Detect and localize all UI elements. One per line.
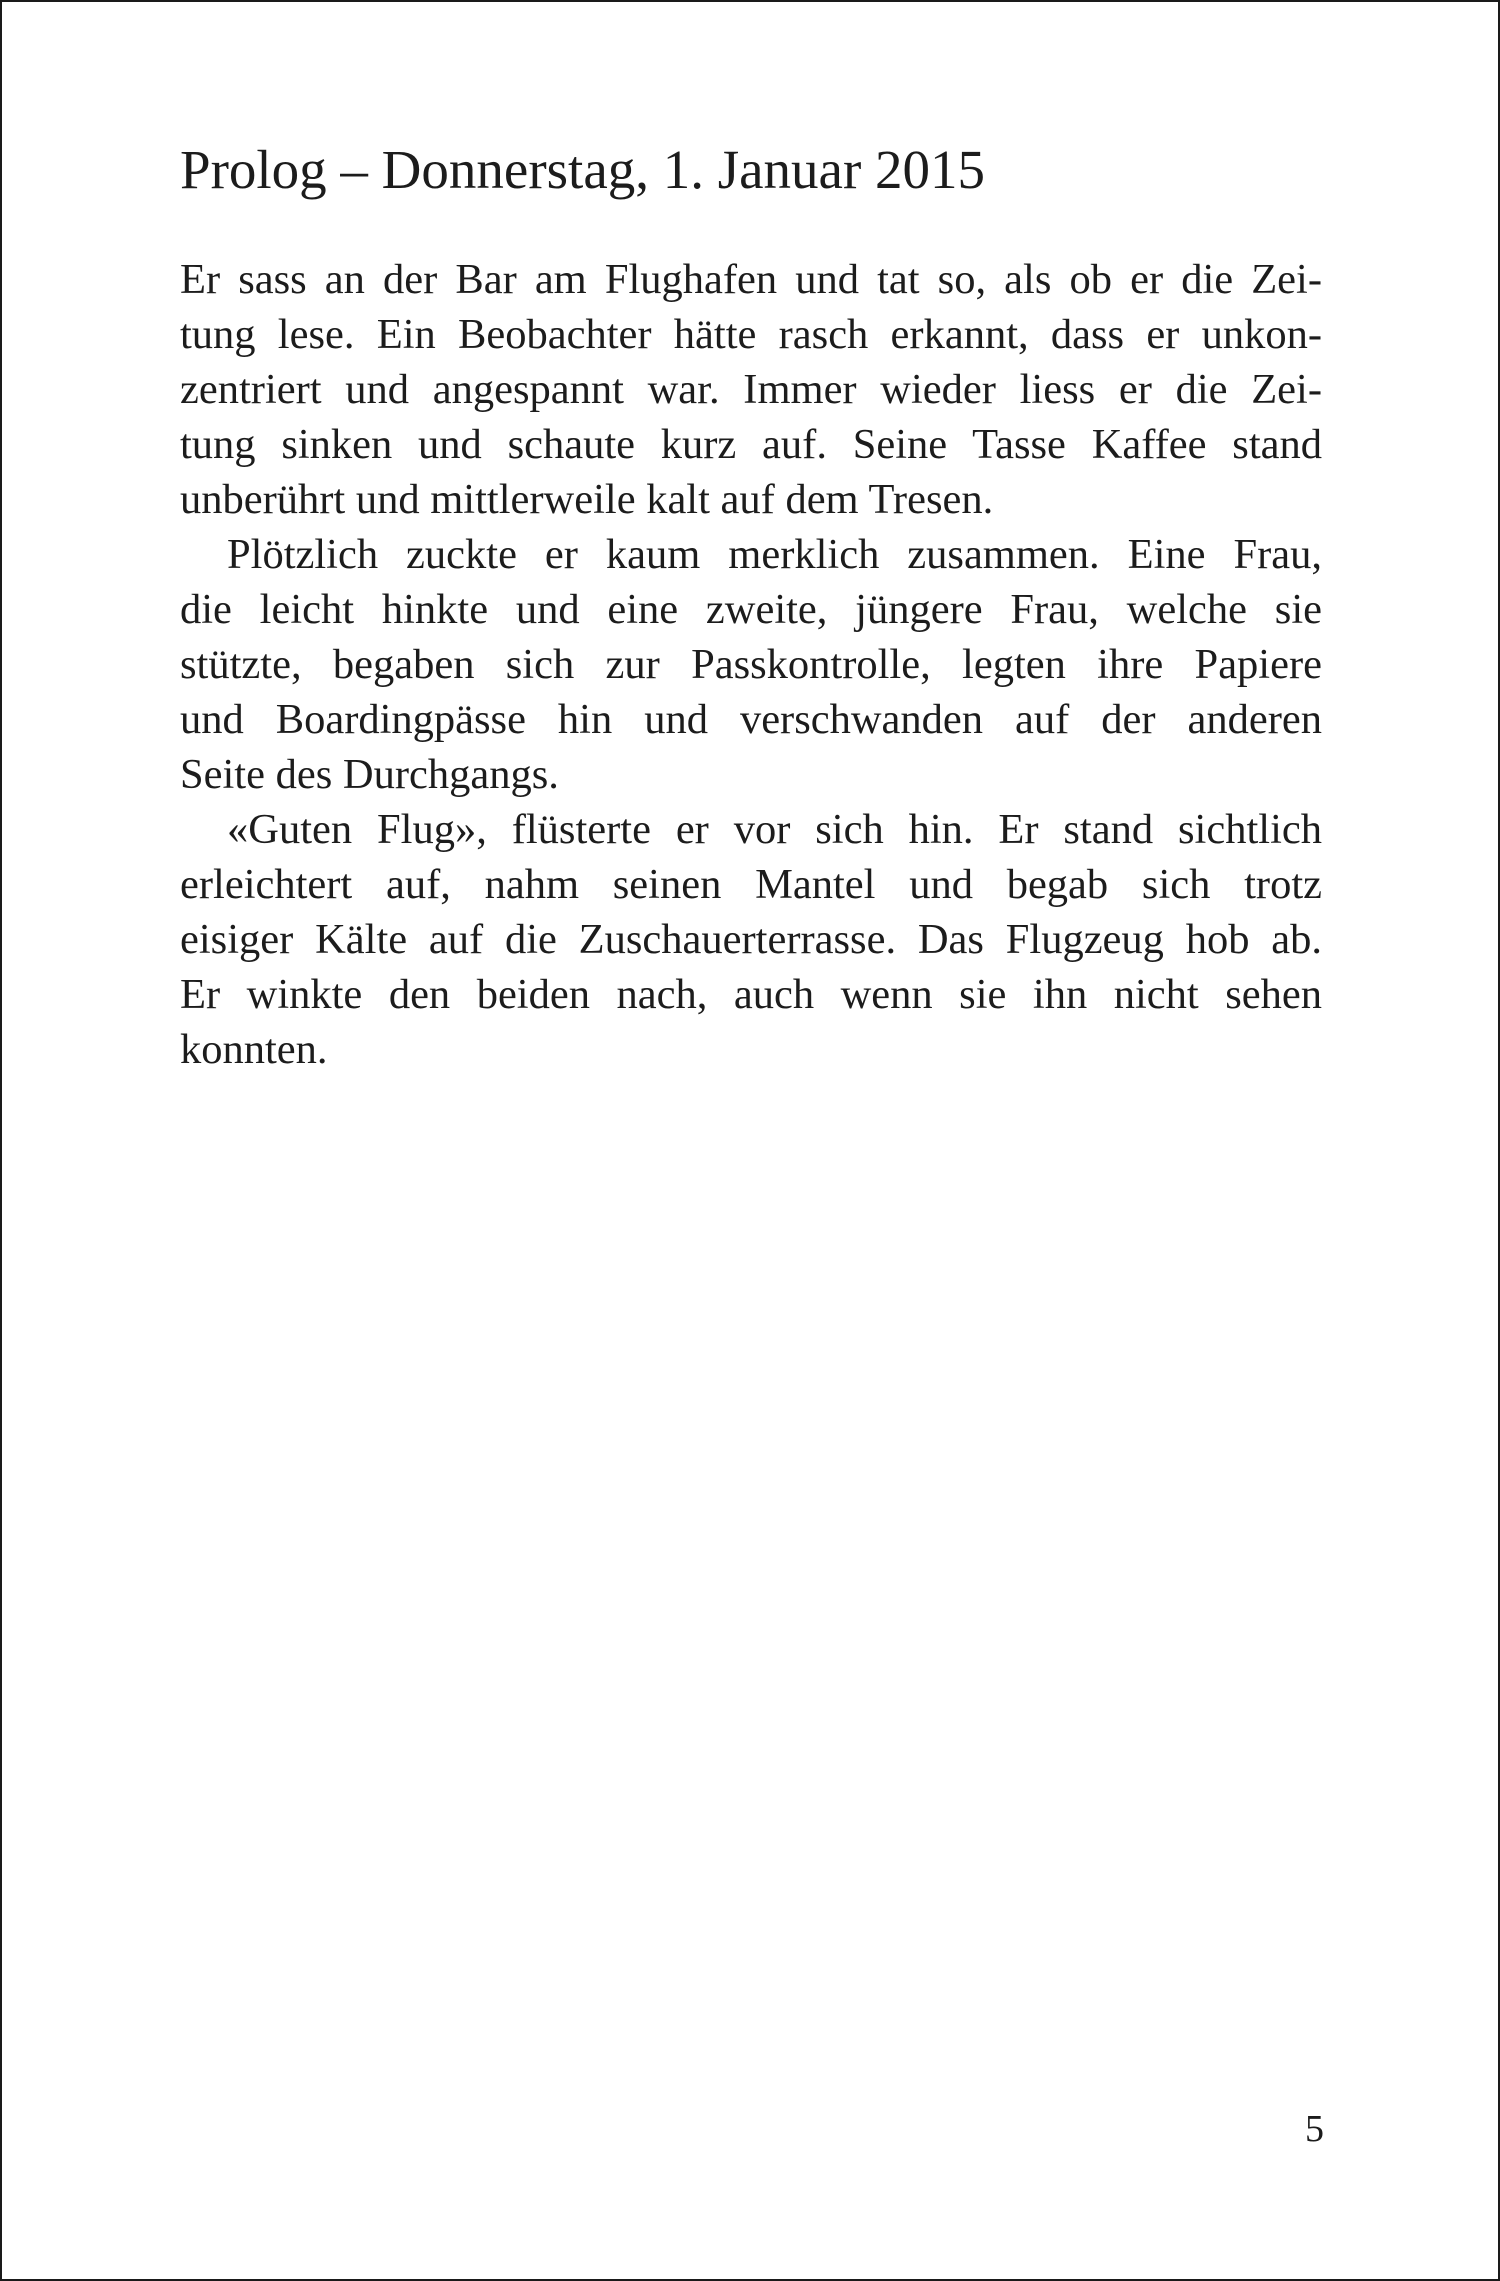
text-line: die leicht hinkte und eine zweite, jüngere Frau, welche sie [180, 586, 1322, 633]
text-line: Seite des Durchgangs. [180, 751, 559, 798]
paragraph-2 [180, 527, 1322, 802]
page-number: 5 [1305, 2108, 1324, 2150]
text-line: «Guten Flug», flüsterte er vor sich hin. Er stand sichtlich [227, 806, 1322, 853]
text-line: eisiger Kälte auf die Zuschauerterrasse. Das Flugzeug hob ab. [180, 916, 1322, 963]
paragraph-3 [180, 802, 1322, 1077]
text-line: und Boardingpässe hin und verschwanden auf der anderen [180, 696, 1322, 743]
text-line: tung sinken und schaute kurz auf. Seine Tasse Kaffee stand [180, 421, 1322, 468]
text-line: Er sass an der Bar am Flughafen und tat so, als ob er die Zei- [180, 256, 1322, 303]
paragraph-1 [180, 252, 1322, 527]
text-line: tung lese. Ein Beobachter hätte rasch erkannt, dass er unkon- [180, 311, 1322, 358]
text-line: zentriert und angespannt war. Immer wieder liess er die Zei- [180, 366, 1322, 413]
text-line: stützte, begaben sich zur Passkontrolle, legten ihre Papiere [180, 641, 1322, 688]
body-text [180, 252, 1322, 1077]
text-line: Er winkte den beiden nach, auch wenn sie ihn nicht sehen [180, 971, 1322, 1018]
chapter-heading: Prolog – Donnerstag, 1. Januar 2015 [180, 139, 986, 200]
text-line: unberührt und mittlerweile kalt auf dem Tresen. [180, 476, 994, 523]
text-line: Plötzlich zuckte er kaum merklich zusammen. Eine Frau, [227, 531, 1322, 578]
text-line: erleichtert auf, nahm seinen Mantel und begab sich trotz [180, 861, 1322, 908]
text-line: konnten. [180, 1026, 328, 1073]
